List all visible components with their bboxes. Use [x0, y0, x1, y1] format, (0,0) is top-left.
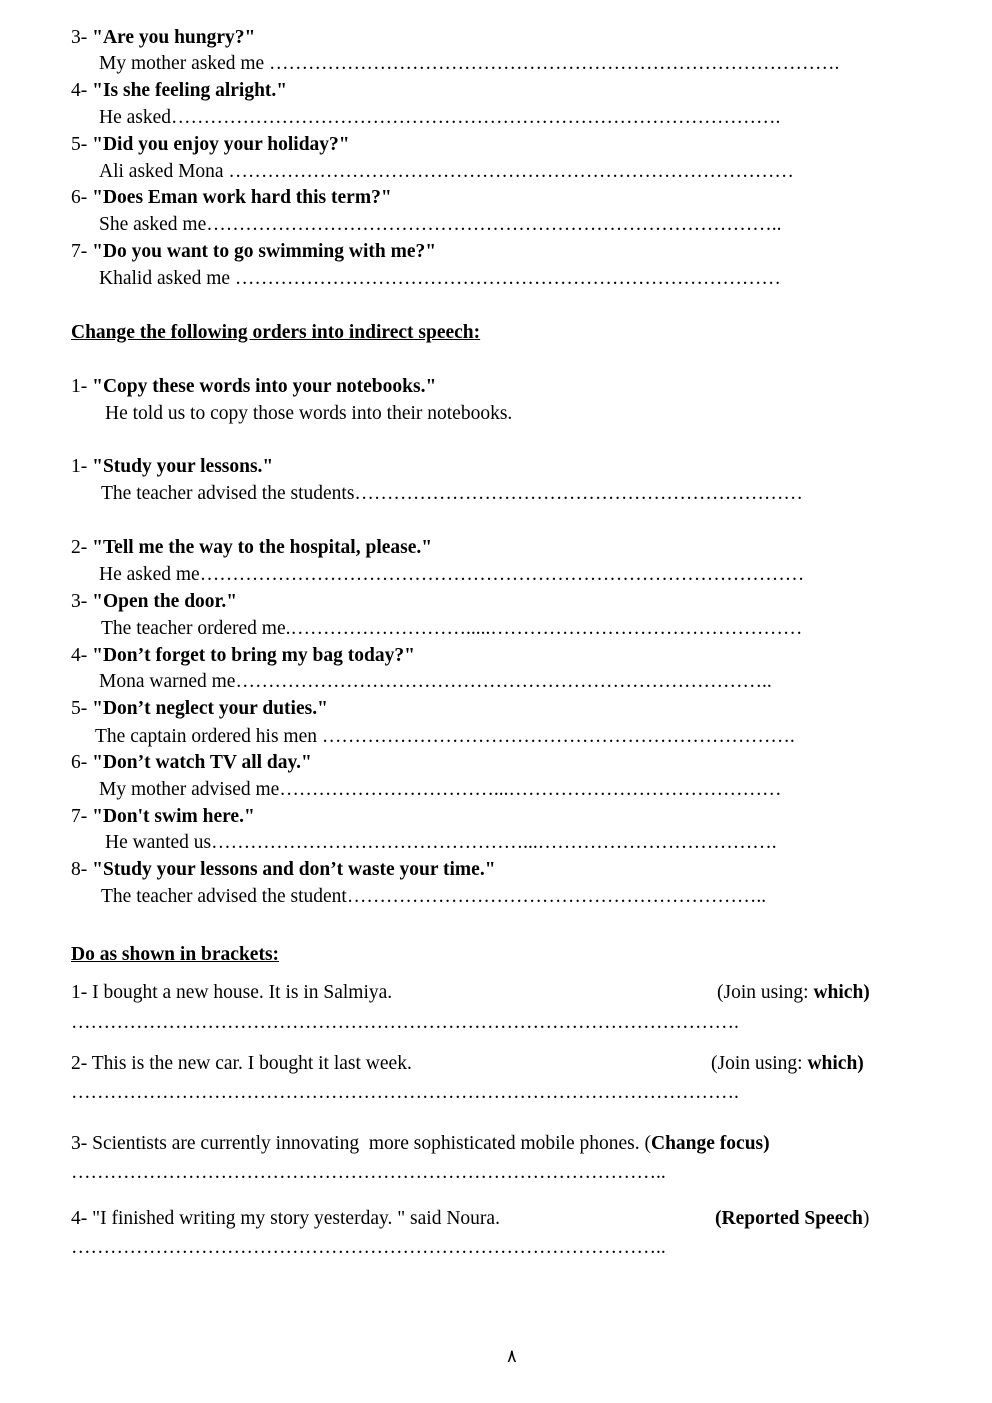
- order-6: 6- "Don’t watch TV all day.": [71, 752, 312, 773]
- page-number: ٨: [507, 1346, 517, 1366]
- answer-line-5[interactable]: Ali asked Mona ……………………………………………………………………………: [99, 161, 794, 182]
- order-quote: "Study your lessons and don’t waste your time.": [92, 859, 496, 880]
- question-quote: "Do you want to go swimming with me?": [92, 241, 437, 262]
- order-answer-1b[interactable]: The teacher advised the students……………………………………………………………: [101, 483, 803, 504]
- question-3: 3- "Are you hungry?": [71, 27, 256, 48]
- order-answer-2[interactable]: He asked me…………………………………………………………………………………: [99, 564, 805, 585]
- answer-line-6[interactable]: She asked me……………………………………………………………………………..: [99, 214, 782, 235]
- bracket-exercise-4: 4- "I finished writing my story yesterday. " said Noura.: [71, 1208, 500, 1229]
- order-answer-6[interactable]: My mother advised me……………………………...……………………………………: [99, 779, 782, 800]
- bracket-answer-line-3[interactable]: ………………………………………………………………………………..: [71, 1162, 666, 1183]
- order-quote: "Study your lessons.": [92, 456, 274, 477]
- order-answer-1: He told us to copy those words into their notebooks.: [105, 403, 513, 424]
- bracket-exercise-1: 1- I bought a new house. It is in Salmiya.: [71, 982, 393, 1003]
- question-6: 6- "Does Eman work hard this term?": [71, 187, 392, 208]
- brackets-heading: Do as shown in brackets:: [71, 944, 280, 965]
- orders-heading: Change the following orders into indirect speech:: [71, 322, 481, 343]
- order-answer-3[interactable]: The teacher ordered me.……………………….....…………………………………………: [101, 618, 803, 639]
- order-quote: "Don’t watch TV all day.": [92, 752, 312, 773]
- order-quote: "Don’t forget to bring my bag today?": [92, 645, 415, 666]
- question-quote: "Are you hungry?": [92, 27, 256, 48]
- answer-line-4[interactable]: He asked………………………………………………………………………………….: [99, 107, 781, 128]
- order-5: 5- "Don’t neglect your duties.": [71, 698, 328, 719]
- order-quote: "Don't swim here.": [92, 806, 255, 827]
- order-quote: "Don’t neglect your duties.": [92, 698, 328, 719]
- question-quote: "Is she feeling alright.": [92, 80, 288, 101]
- order-answer-4[interactable]: Mona warned me………………………………………………………………………..: [99, 671, 772, 692]
- order-1: 1- "Copy these words into your notebooks.": [71, 376, 437, 397]
- order-quote: "Tell me the way to the hospital, please.": [92, 537, 433, 558]
- question-4: 4- "Is she feeling alright.": [71, 80, 288, 101]
- question-7: 7- "Do you want to go swimming with me?": [71, 241, 437, 262]
- bracket-instruction-1: (Join using: which): [717, 982, 870, 1003]
- order-3: 3- "Open the door.": [71, 591, 238, 612]
- bracket-answer-line-4[interactable]: ………………………………………………………………………………..: [71, 1237, 666, 1258]
- order-quote: "Open the door.": [92, 591, 238, 612]
- order-answer-5[interactable]: The captain ordered his men ……………………………………………………………….: [95, 726, 795, 747]
- bracket-exercise-2: 2- This is the new car. I bought it last week.: [71, 1053, 412, 1074]
- answer-line-3[interactable]: My mother asked me …………………………………………………………………………….: [99, 53, 840, 74]
- order-4: 4- "Don’t forget to bring my bag today?": [71, 645, 415, 666]
- bracket-instruction-4: (Reported Speech): [715, 1208, 870, 1229]
- order-7: 7- "Don't swim here.": [71, 806, 255, 827]
- order-1b: 1- "Study your lessons.": [71, 456, 274, 477]
- order-2: 2- "Tell me the way to the hospital, please.": [71, 537, 433, 558]
- order-8: 8- "Study your lessons and don’t waste your time.": [71, 859, 496, 880]
- answer-line-7[interactable]: Khalid asked me …………………………………………………………………………: [99, 268, 781, 289]
- question-quote: "Does Eman work hard this term?": [92, 187, 392, 208]
- bracket-instruction-2: (Join using: which): [711, 1053, 864, 1074]
- bracket-answer-line-1[interactable]: ………………………………………………………………………………………….: [71, 1012, 739, 1033]
- order-answer-7[interactable]: He wanted us…………………………………………...……………………………….: [105, 832, 777, 853]
- question-5: 5- "Did you enjoy your holiday?": [71, 134, 350, 155]
- bracket-answer-line-2[interactable]: ………………………………………………………………………………………….: [71, 1082, 739, 1103]
- question-quote: "Did you enjoy your holiday?": [92, 134, 350, 155]
- order-answer-8[interactable]: The teacher advised the student………………………………………………………..: [101, 886, 767, 907]
- bracket-exercise-3: 3- Scientists are currently innovating more sophisticated mobile phones. (Change focus): [71, 1133, 770, 1154]
- order-quote: "Copy these words into your notebooks.": [92, 376, 437, 397]
